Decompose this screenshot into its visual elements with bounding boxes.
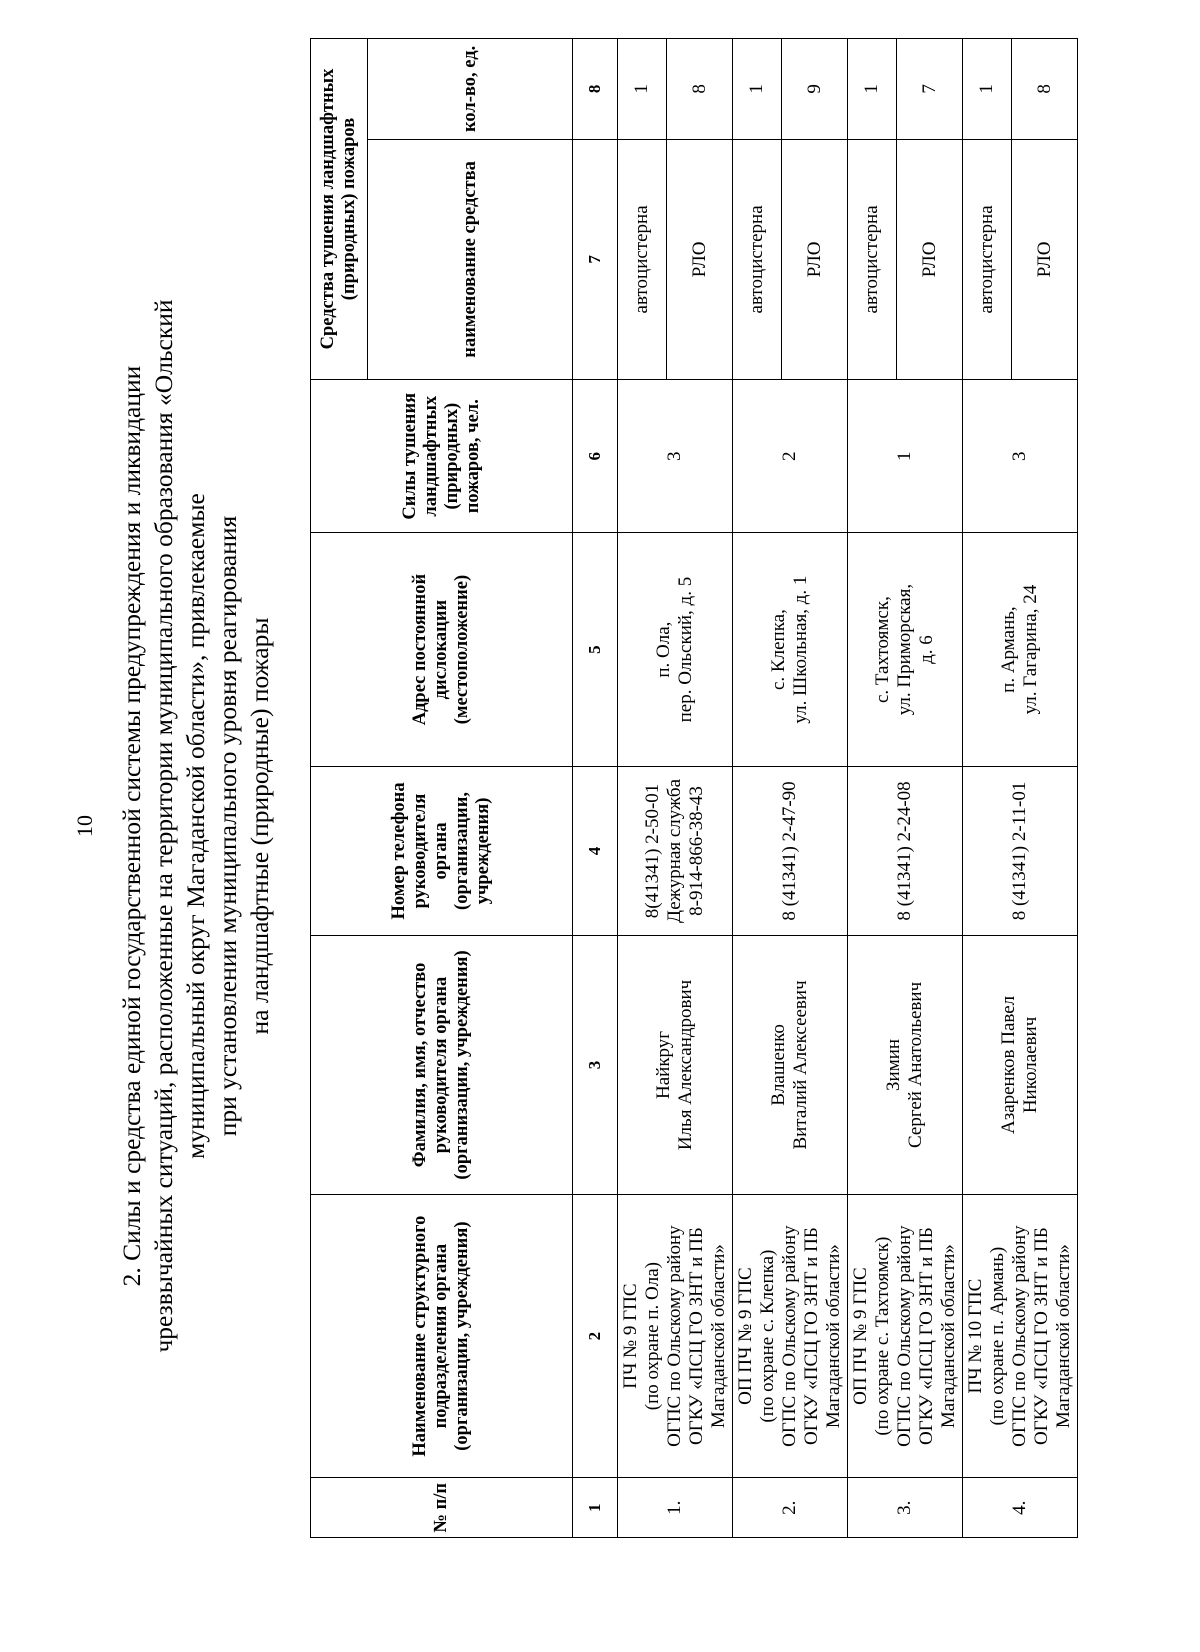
cell-line: 8 (41341) 2-24-08 — [894, 781, 915, 921]
forces-count: 2 — [733, 380, 848, 533]
cell-line: ул. Гагарина, 24 — [1020, 584, 1041, 715]
forces-count: 3 — [963, 380, 1078, 533]
means-qty: 1 — [963, 39, 1012, 140]
header-means-qty: кол-во, ед. — [368, 39, 573, 140]
cell-line: ОГПС по Ольскому району — [894, 1225, 915, 1447]
cell-line: п. Ола, — [653, 621, 674, 678]
cell-line: с. Клепка, — [768, 609, 789, 690]
means-qty: 1 — [848, 39, 897, 140]
document-title — [116, 0, 276, 1652]
address — [848, 533, 963, 766]
phone-number — [733, 766, 848, 935]
address — [618, 533, 733, 766]
column-number: 6 — [573, 380, 618, 533]
phone-number — [848, 766, 963, 935]
head-name — [733, 936, 848, 1195]
means-qty: 1 — [733, 39, 782, 140]
address — [733, 533, 848, 766]
means-name: РЛО — [667, 139, 733, 379]
cell-line: Влашенко — [768, 1024, 789, 1106]
title-line: 2. Силы и средства единой государственной системы предупреждения и ликвидации — [117, 365, 146, 1287]
table-row — [618, 39, 667, 1538]
means-qty: 8 — [1012, 39, 1078, 140]
column-number: 3 — [573, 936, 618, 1195]
phone-number — [618, 766, 733, 935]
cell-line: д. 6 — [916, 635, 937, 664]
header-phone: Номер телефона руководителя органа (организации, учреждения) — [311, 766, 573, 935]
cell-line: ул. Приморская, — [894, 583, 915, 716]
unit-name — [963, 1194, 1078, 1478]
header-means-name: наименование средства — [368, 139, 573, 379]
column-number: 8 — [573, 39, 618, 140]
title-line: при установлении муниципального уровня реагирования — [213, 515, 242, 1137]
means-name: автоцистерна — [618, 139, 667, 379]
cell-line: с. Тахтоямск, — [872, 596, 893, 704]
table-row — [733, 39, 782, 1538]
row-number: 1. — [618, 1478, 733, 1538]
cell-line: пер. Ольский, д. 5 — [675, 576, 696, 723]
cell-line: Зимин — [883, 1038, 904, 1091]
cell-line: Дежурная служба — [664, 778, 685, 923]
means-name: РЛО — [1012, 139, 1078, 379]
cell-line: ОГПС по Ольскому району — [1009, 1225, 1030, 1447]
cell-line: 8(41341) 2-50-01 — [642, 783, 663, 919]
cell-line: (по охране п. Ола) — [642, 1262, 663, 1411]
phone-number — [963, 766, 1078, 935]
table-body — [618, 39, 1078, 1538]
cell-line: ОГКУ «ПСЦ ГО ЗНТ и ПБ — [686, 1227, 707, 1445]
row-number: 4. — [963, 1478, 1078, 1538]
unit-name — [618, 1194, 733, 1478]
cell-line: 8 (41341) 2-11-01 — [1009, 781, 1030, 921]
cell-line: ОП ПЧ № 9 ГПС — [850, 1267, 871, 1405]
head-name — [848, 936, 963, 1195]
cell-line: Найкруг — [653, 1030, 674, 1099]
cell-line: Магаданской области» — [1053, 1244, 1074, 1429]
cell-line: ОГКУ «ПСЦ ГО ЗНТ и ПБ — [916, 1227, 937, 1445]
column-number: 1 — [573, 1478, 618, 1538]
cell-line: ОГКУ «ПСЦ ГО ЗНТ и ПБ — [801, 1227, 822, 1445]
cell-line: Николаевич — [1020, 1016, 1041, 1114]
table-row — [848, 39, 897, 1538]
cell-line: (по охране с. Клепка) — [757, 1249, 778, 1423]
column-number: 7 — [573, 139, 618, 379]
cell-line: ОП ПЧ № 9 ГПС — [735, 1267, 756, 1405]
header-unit: Наименование структурного подразделения органа (организации, учреждения) — [311, 1194, 573, 1478]
means-name: автоцистерна — [963, 139, 1012, 379]
cell-line: ОГПС по Ольскому району — [664, 1225, 685, 1447]
header-forces: Силы тушения ландшафтных (природных) пожаров, чел. — [311, 380, 573, 533]
header-address: Адрес постоянной дислокации (местоположение) — [311, 533, 573, 766]
cell-line: Магаданской области» — [708, 1244, 729, 1429]
title-line: муниципальный округ Магаданской области», привлекаемые — [181, 493, 210, 1159]
cell-line: ОГПС по Ольскому району — [779, 1225, 800, 1447]
head-name — [963, 936, 1078, 1195]
unit-name — [848, 1194, 963, 1478]
cell-line: (по охране с. Тахтоямск) — [872, 1236, 893, 1436]
forces-table — [310, 38, 1078, 1538]
cell-line: Азаренков Павел — [998, 995, 1019, 1135]
means-qty: 8 — [667, 39, 733, 140]
cell-line: (по охране п. Армань) — [987, 1246, 1008, 1426]
cell-line: Магаданской области» — [938, 1244, 959, 1429]
column-number: 4 — [573, 766, 618, 935]
row-number: 3. — [848, 1478, 963, 1538]
means-name: автоцистерна — [848, 139, 897, 379]
title-line: на ландшафтные (природные) пожары — [245, 617, 274, 1035]
column-number: 2 — [573, 1194, 618, 1478]
cell-line: Магаданской области» — [823, 1244, 844, 1429]
column-number: 5 — [573, 533, 618, 766]
cell-line: 8 (41341) 2-47-90 — [779, 781, 800, 921]
forces-count: 1 — [848, 380, 963, 533]
cell-line: ПЧ № 9 ГПС — [620, 1283, 641, 1389]
means-name: РЛО — [897, 139, 963, 379]
cell-line: Илья Александрович — [675, 979, 696, 1151]
row-number: 2. — [733, 1478, 848, 1538]
head-name — [618, 936, 733, 1195]
header-means-group: Средства тушения ландшафтных (природных) пожаров — [311, 39, 368, 380]
means-name: автоцистерна — [733, 139, 782, 379]
unit-name — [733, 1194, 848, 1478]
cell-line: Сергей Анатольевич — [905, 981, 926, 1149]
title-line: чрезвычайных ситуаций, расположенные на территории муниципального образования «Ольский — [149, 299, 178, 1353]
cell-line: ул. Школьная, д. 1 — [790, 575, 811, 724]
means-name: РЛО — [782, 139, 848, 379]
cell-line: п. Армань, — [998, 606, 1019, 693]
cell-line: 8-914-866-38-43 — [686, 786, 707, 916]
cell-line: ОГКУ «ПСЦ ГО ЗНТ и ПБ — [1031, 1227, 1052, 1445]
means-qty: 7 — [897, 39, 963, 140]
header-head: Фамилия, имя, отчество руководителя органа (организации, учреждения) — [311, 936, 573, 1195]
cell-line: ПЧ № 10 ГПС — [965, 1278, 986, 1394]
table-row — [963, 39, 1012, 1538]
page-number: 10 — [72, 815, 97, 837]
header-num: № п/п — [311, 1478, 573, 1538]
means-qty: 9 — [782, 39, 848, 140]
means-qty: 1 — [618, 39, 667, 140]
forces-count: 3 — [618, 380, 733, 533]
cell-line: Виталий Алексеевич — [790, 980, 811, 1150]
address — [963, 533, 1078, 766]
